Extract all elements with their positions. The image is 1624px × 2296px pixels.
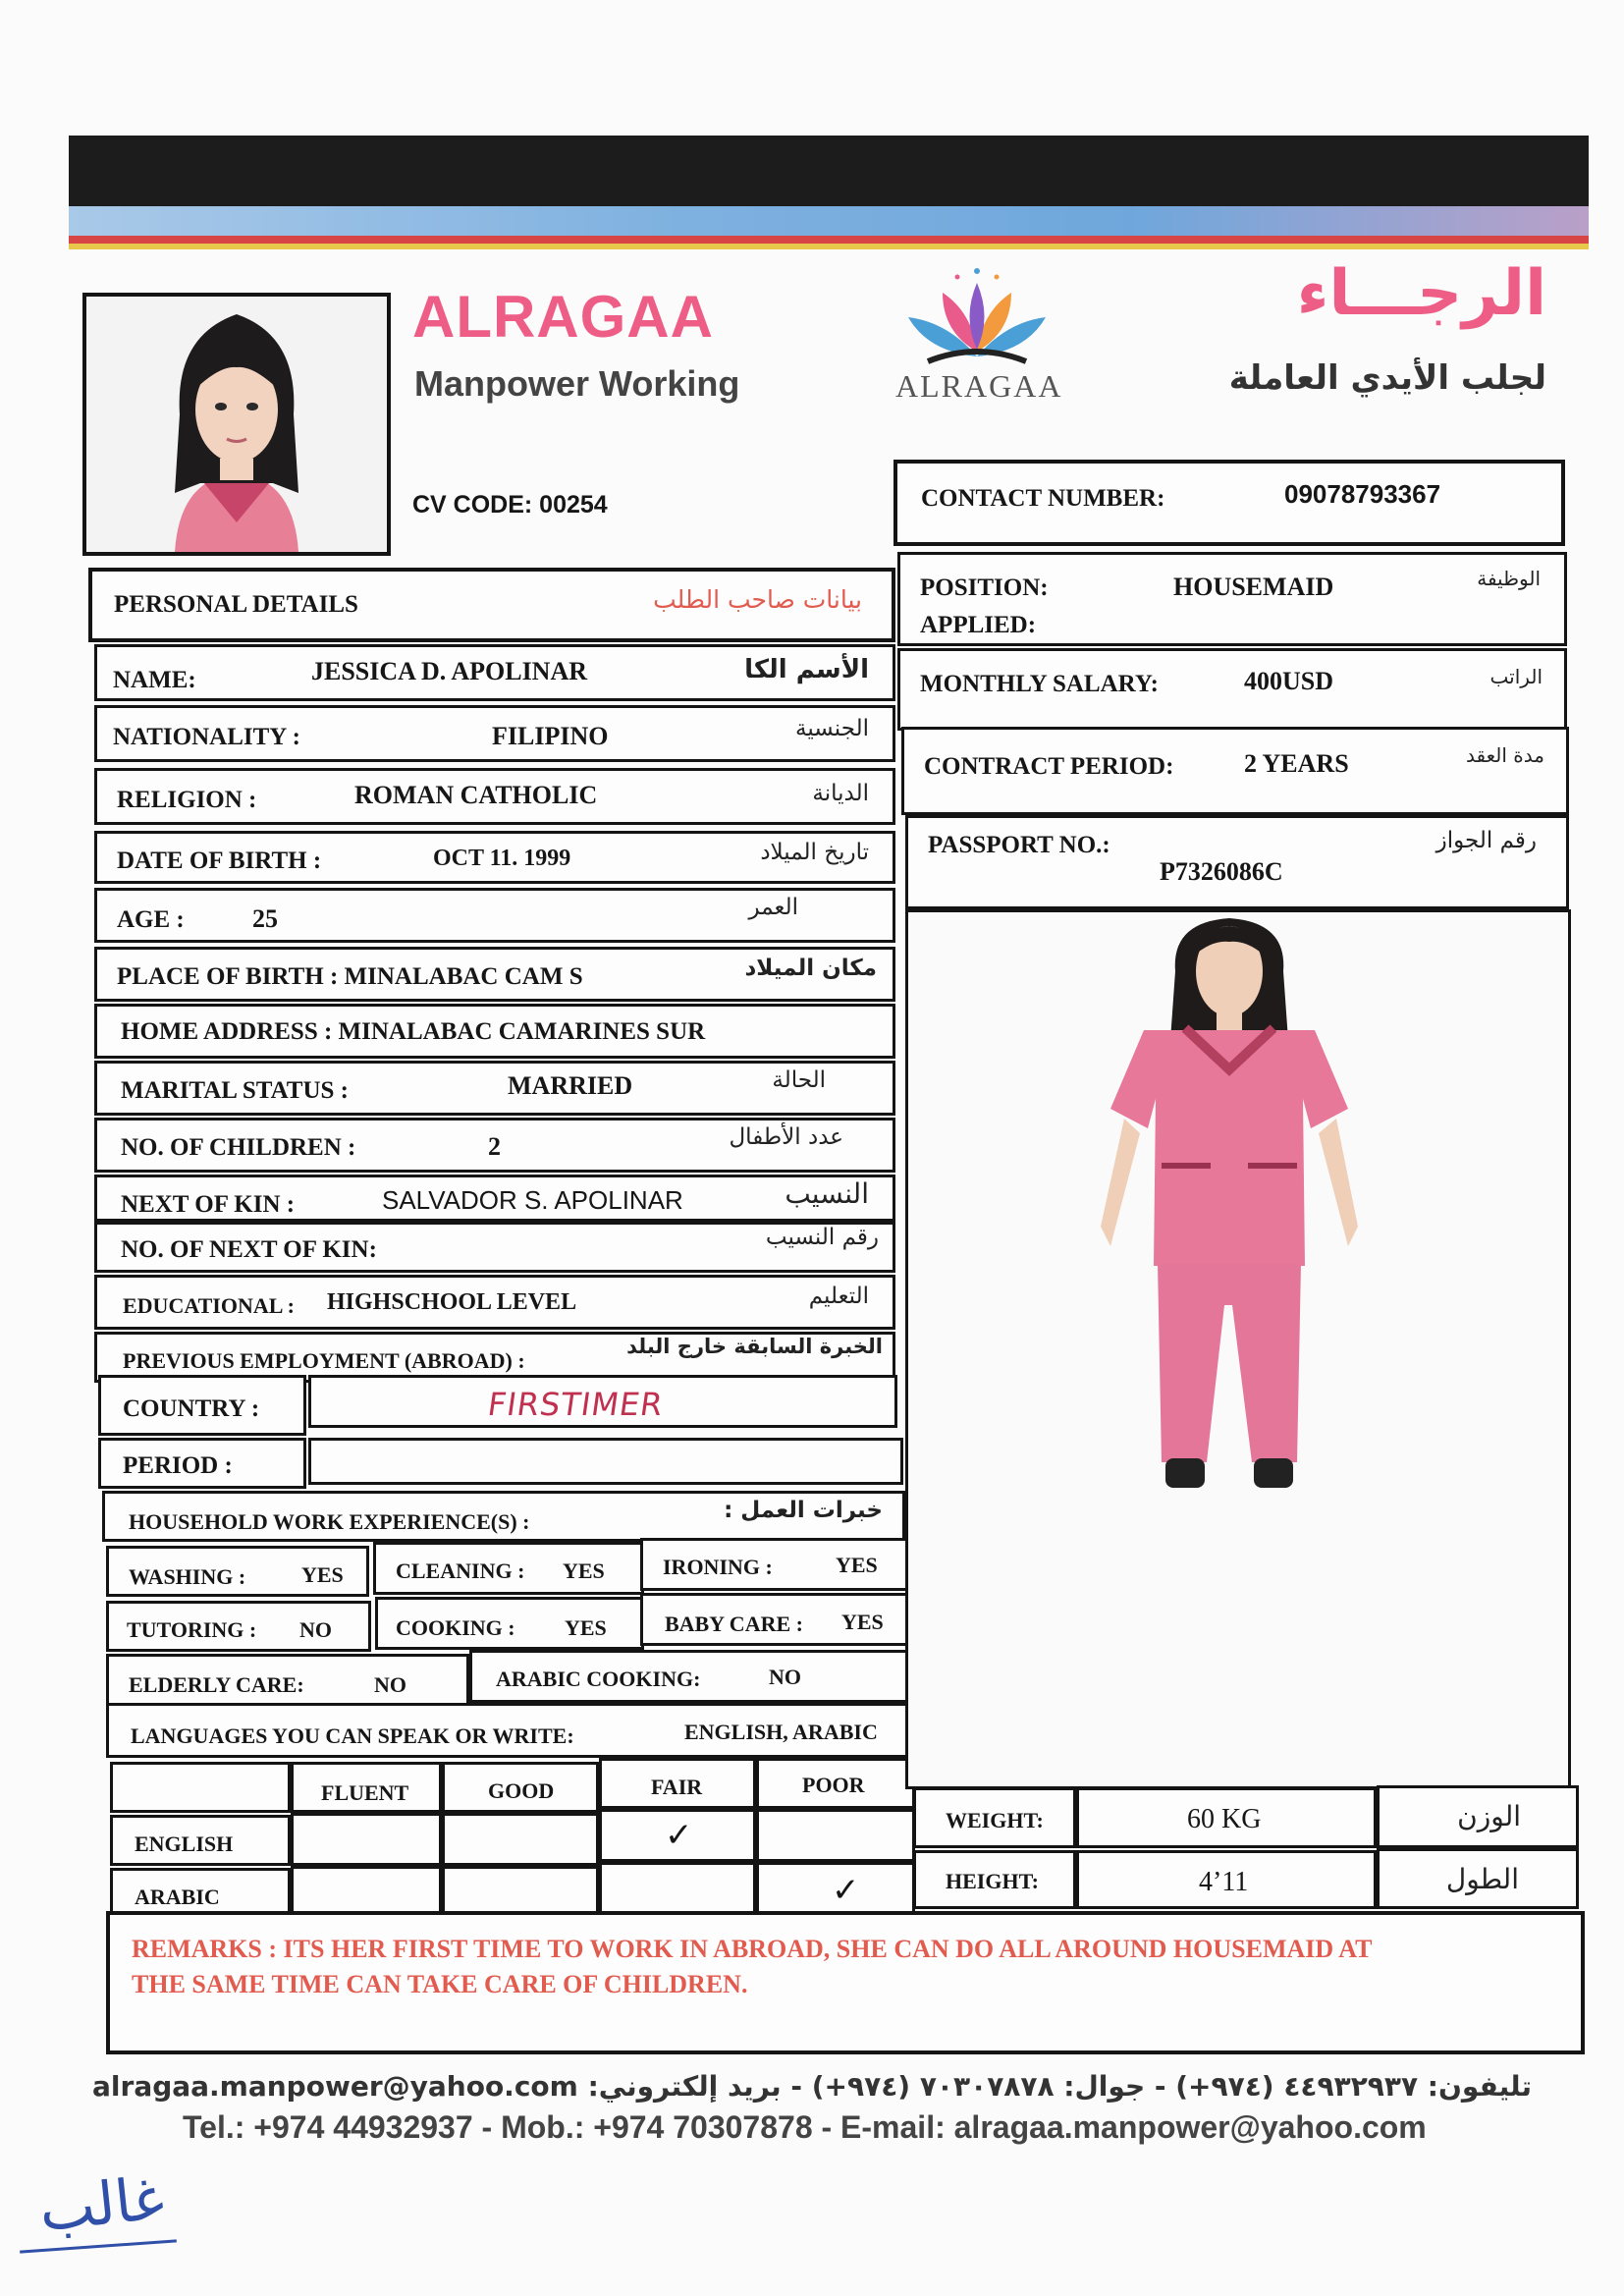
height-label-ar: الطول [1445, 1863, 1519, 1895]
cell-weight-ar [1377, 1785, 1579, 1848]
row-monthly-salary [897, 648, 1567, 731]
lang-row-english-label: ENGLISH [135, 1831, 234, 1856]
country-label: COUNTRY : [123, 1395, 260, 1422]
weight-value: 60 KG [1187, 1804, 1262, 1834]
educational-label: EDUCATIONAL : [123, 1293, 296, 1318]
no-of-next-of-kin-label-ar: رقم النسيب [765, 1225, 879, 1250]
row-marital-status [94, 1061, 895, 1116]
religion-label-ar: الديانة [812, 781, 869, 806]
lang-col-poor: POOR [802, 1773, 865, 1797]
lang-header-blank [110, 1762, 291, 1813]
row-passport [905, 815, 1569, 909]
washing-value: YES [301, 1562, 344, 1587]
name-label-ar: الأسم الكا [744, 655, 869, 684]
monthly-salary-label: MONTHLY SALARY: [920, 671, 1159, 697]
cell-height-ar [1377, 1848, 1579, 1909]
next-of-kin-value: SALVADOR S. APOLINAR [382, 1185, 683, 1215]
lotus-logo [889, 263, 1065, 371]
place-of-birth-label: PLACE OF BIRTH : MINALABAC CAM S [117, 963, 583, 990]
tutoring-label: TUTORING : [127, 1617, 257, 1642]
cell-cooking [375, 1597, 644, 1650]
handwritten-signature: غالب [35, 2163, 168, 2246]
header-stripe-red [69, 236, 1589, 244]
tutoring-value: NO [299, 1617, 332, 1642]
cell-cleaning [373, 1542, 644, 1595]
contact-number-box [893, 460, 1565, 546]
full-body-photo [905, 909, 1571, 1789]
age-value: 25 [252, 904, 278, 933]
cell-weight-value [1076, 1787, 1377, 1848]
name-label: NAME: [113, 667, 196, 693]
row-period [98, 1438, 306, 1489]
footer-arabic-contact: تليفون: ٤٤٩٣٢٩٣٧ (٩٧٤+) - جوال: ٧٠٣٠٧٨٧٨ (٩٧٤+) - بريد إلكتروني: alragaa.manpower@yahoo.com [92, 2070, 1532, 2103]
next-of-kin-label: NEXT OF KIN : [121, 1191, 296, 1218]
lang-col-fluent: FLUENT [321, 1780, 409, 1805]
arabic-poor-checkmark: ✓ [832, 1871, 860, 1910]
row-religion [94, 768, 895, 825]
name-value: JESSICA D. APOLINAR [311, 657, 588, 685]
row-place-of-birth [94, 947, 895, 1002]
religion-label: RELIGION : [117, 787, 257, 813]
household-experience-label: HOUSEHOLD WORK EXPERIENCE(S) : [129, 1509, 530, 1534]
passport-label: PASSPORT NO.: [928, 832, 1110, 858]
lang-header-fair [599, 1758, 756, 1809]
household-experience-label-ar: خبرات العمل : [724, 1498, 883, 1523]
row-home-address [94, 1004, 895, 1059]
cell-ironing [640, 1538, 909, 1591]
monthly-salary-value: 400USD [1244, 667, 1334, 695]
english-fair-checkmark: ✓ [665, 1816, 693, 1855]
brand-title-arabic: الرجـــاء [1296, 257, 1546, 330]
no-of-children-label: NO. OF CHILDREN : [121, 1134, 356, 1161]
row-educational [94, 1275, 895, 1330]
lang-english-fluent [291, 1813, 442, 1866]
personal-details-label: PERSONAL DETAILS [114, 591, 358, 618]
age-label: AGE : [117, 906, 185, 933]
country-field [308, 1375, 897, 1428]
baby-care-label: BABY CARE : [665, 1612, 803, 1636]
cooking-label: COOKING : [396, 1615, 515, 1640]
ironing-label: IRONING : [663, 1555, 773, 1579]
row-no-of-next-of-kin [94, 1222, 895, 1273]
weight-label-ar: الوزن [1457, 1800, 1521, 1832]
elderly-care-value: NO [374, 1672, 406, 1697]
marital-status-label-ar: الحالة [772, 1067, 826, 1093]
row-contract-period [901, 727, 1569, 815]
row-nationality [94, 705, 895, 762]
lang-english-good [442, 1813, 599, 1866]
cv-code: CV CODE: 00254 [412, 491, 608, 519]
full-body-illustration [908, 912, 1566, 1784]
religion-value: ROMAN CATHOLIC [354, 781, 598, 809]
dob-value: OCT 11. 1999 [433, 846, 571, 871]
cleaning-label: CLEANING : [396, 1558, 525, 1583]
home-address-label: HOME ADDRESS : MINALABAC CAMARINES SUR [121, 1018, 706, 1045]
contract-period-value: 2 YEARS [1244, 749, 1349, 778]
languages-label: LANGUAGES YOU CAN SPEAK OR WRITE: [131, 1723, 574, 1748]
row-household-experience [102, 1491, 905, 1542]
languages-value: ENGLISH, ARABIC [684, 1720, 878, 1744]
lang-col-good: GOOD [488, 1778, 555, 1803]
contract-period-label: CONTRACT PERIOD: [924, 753, 1174, 780]
marital-status-value: MARRIED [508, 1071, 633, 1100]
weight-label: WEIGHT: [946, 1808, 1044, 1832]
arabic-cooking-value: NO [769, 1665, 801, 1689]
contract-period-label-ar: مدة العقد [1466, 743, 1544, 767]
position-label-2: APPLIED: [920, 612, 1037, 638]
row-languages [106, 1703, 913, 1758]
row-country [98, 1375, 306, 1436]
row-position [897, 552, 1567, 646]
country-value-handwritten: FIRSTIMER [485, 1386, 667, 1423]
header-stripe-blue [69, 206, 1589, 236]
cell-elderly-care [106, 1654, 469, 1707]
cell-tutoring [106, 1601, 371, 1652]
previous-employment-label: PREVIOUS EMPLOYMENT (ABROAD) : [123, 1348, 525, 1373]
nationality-label: NATIONALITY : [113, 724, 300, 750]
row-no-of-children [94, 1118, 895, 1173]
period-field [308, 1438, 903, 1485]
personal-details-header [88, 568, 895, 642]
remarks-line-1: REMARKS : ITS HER FIRST TIME TO WORK IN ABROAD, SHE CAN DO ALL AROUND HOUSEMAID AT [132, 1935, 1373, 1963]
footer-latin-contact: Tel.: +974 44932937 - Mob.: +974 70307878 - E-mail: alragaa.manpower@yahoo.com [183, 2109, 1427, 2145]
portrait-illustration [86, 297, 387, 552]
remarks-line-2: THE SAME TIME CAN TAKE CARE OF CHILDREN. [132, 1970, 748, 1998]
header-stripe-yellow [69, 244, 1589, 249]
position-label-ar: الوظيفة [1477, 567, 1541, 590]
passport-label-ar: رقم الجواز [1435, 828, 1537, 853]
washing-label: WASHING : [129, 1564, 246, 1589]
row-age [94, 888, 895, 943]
lang-header-good [442, 1762, 599, 1813]
no-of-next-of-kin-label: NO. OF NEXT OF KIN: [121, 1236, 377, 1263]
height-label: HEIGHT: [946, 1869, 1039, 1893]
nationality-label-ar: الجنسية [795, 716, 869, 741]
cell-height-label [913, 1850, 1076, 1909]
personal-details-label-ar: بيانات صاحب الطلب [653, 585, 862, 614]
educational-value: HIGHSCHOOL LEVEL [327, 1289, 577, 1315]
position-value: HOUSEMAID [1173, 573, 1334, 601]
contact-number-value: 09078793367 [1284, 479, 1441, 509]
lang-header-poor [756, 1758, 915, 1809]
row-next-of-kin [94, 1175, 895, 1222]
lang-header-fluent [291, 1762, 442, 1813]
cell-weight-label [913, 1787, 1076, 1848]
height-value: 4’11 [1199, 1867, 1249, 1897]
row-name [94, 644, 895, 701]
lang-english-poor [756, 1809, 915, 1862]
cell-arabic-cooking [469, 1650, 911, 1703]
cleaning-value: YES [563, 1558, 605, 1583]
brand-subtitle-arabic: لجلب الأيدي العاملة [1228, 358, 1546, 398]
passport-value: P7326086C [1160, 857, 1283, 886]
cell-washing [106, 1546, 369, 1597]
lang-row-arabic-label: ARABIC [135, 1885, 220, 1909]
brand-title: ALRAGAA [412, 284, 714, 350]
elderly-care-label: ELDERLY CARE: [129, 1672, 304, 1697]
lang-english-fair [599, 1809, 756, 1862]
cell-baby-care [640, 1593, 909, 1646]
ironing-value: YES [836, 1553, 878, 1577]
cooking-value: YES [565, 1615, 607, 1640]
lang-row-english [110, 1815, 291, 1866]
lang-col-fair: FAIR [651, 1775, 703, 1799]
contact-number-label: CONTACT NUMBER: [921, 485, 1165, 512]
row-date-of-birth [94, 831, 895, 884]
previous-employment-label-ar: الخبرة السابقة خارج البلد [626, 1335, 883, 1358]
no-of-children-value: 2 [488, 1132, 501, 1161]
dob-label: DATE OF BIRTH : [117, 847, 322, 874]
next-of-kin-label-ar: النسيب [785, 1177, 869, 1210]
place-of-birth-label-ar: مكان الميلاد [744, 956, 877, 981]
logo-caption: ALRAGAA [895, 368, 1063, 404]
age-label-ar: العمر [748, 895, 798, 920]
baby-care-value: YES [841, 1610, 884, 1634]
no-of-children-label-ar: عدد الأطفال [729, 1124, 843, 1150]
marital-status-label: MARITAL STATUS : [121, 1077, 349, 1104]
position-label-1: POSITION: [920, 574, 1049, 601]
monthly-salary-label-ar: الراتب [1489, 665, 1543, 688]
portrait-photo [82, 293, 391, 556]
brand-subtitle: Manpower Working [414, 363, 740, 404]
educational-label-ar: التعليم [808, 1284, 869, 1309]
period-label: PERIOD : [123, 1452, 233, 1479]
arabic-cooking-label: ARABIC COOKING: [496, 1667, 701, 1691]
dob-label-ar: تاريخ الميلاد [760, 840, 869, 865]
nationality-value: FILIPINO [492, 722, 609, 750]
remarks-box [106, 1911, 1585, 2054]
header-stripe-dark [69, 136, 1589, 206]
cell-height-value [1076, 1850, 1377, 1909]
